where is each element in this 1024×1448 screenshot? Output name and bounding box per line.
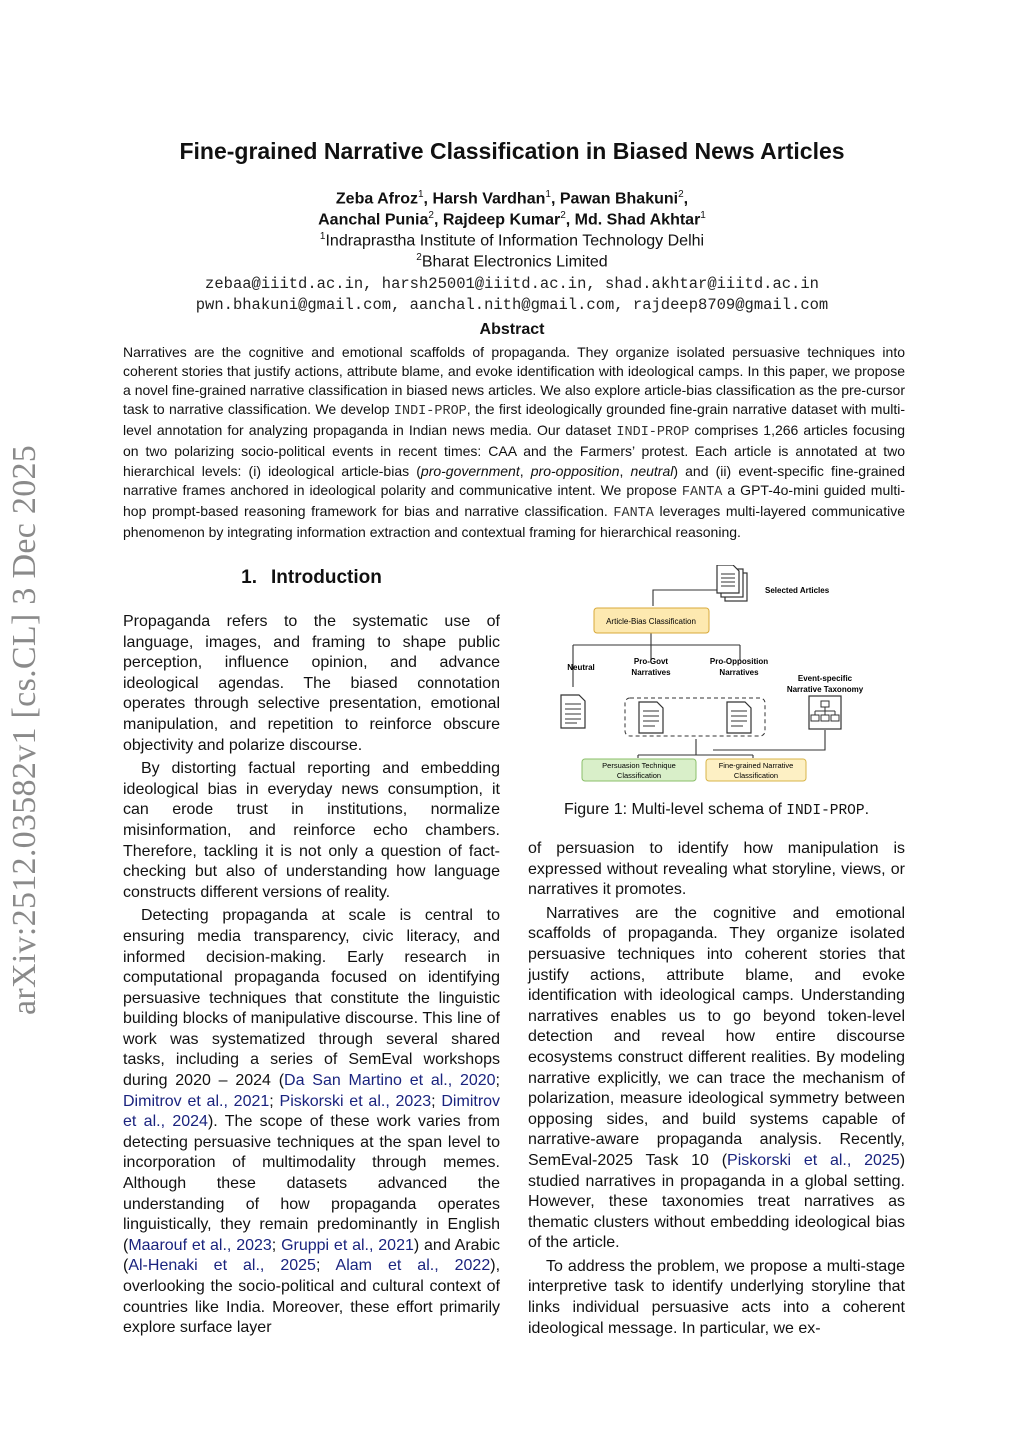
abstract-text: , the first ideologically grounded fine-grain narrative dataset with multi-level annotation for analyzing propaganda in Indian news media. Our dataset (123, 401, 906, 439)
citation-link[interactable]: Piskorski et al., 2023 (279, 1092, 432, 1110)
citation-link[interactable]: Al-Henaki et al., 2025 (128, 1257, 316, 1275)
paragraph-text: ) studied narratives in propaganda in a global setting. However, these taxonomies treat narratives as thematic clusters without embedding ideological bias of the article. (528, 1151, 906, 1252)
abstract-text: Narratives are the cognitive and emotional scaffolds of propaganda. They organize isolated persuasive techniques into coherent stories that justify actions, attribute blame, and evoke identification with ideological camps. In this paper, we propose a novel fine-grained narrative classification in biased news articles. We also explore article-bias classification as the pre-cursor task to narrative classification. We develop (123, 344, 905, 418)
author-name: Pawan Bhakuni (559, 190, 679, 208)
affiliation-2 (0, 252, 1024, 271)
citation-link[interactable]: Gruppi et al., 2021 (281, 1236, 414, 1254)
citation-link[interactable]: Alam et al., 2022 (335, 1257, 491, 1275)
authors-line-2: Aanchal Punia$^2$, Rajdeep Kumar$^2$, Md. Shad Akhtar$^1$ (318, 210, 706, 229)
pro-govt-label: Narratives (631, 668, 671, 677)
email-line-1: zebaa@iiitd.ac.in, harsh25001@iiitd.ac.in, shad.akhtar@iiitd.ac.in (205, 275, 819, 293)
document-icon-pro-opposition (727, 702, 751, 733)
affiliation-mark: 2 (416, 252, 422, 263)
taxonomy-label: Narrative Taxonomy (786, 685, 864, 694)
pro-opposition-label: Pro-Opposition (709, 657, 769, 666)
citation-link[interactable]: Maarouf et al., 2023 (128, 1236, 272, 1254)
section-number: 1. (241, 567, 258, 588)
document-icon-neutral (561, 695, 585, 728)
pro-opposition-label: Narratives (719, 668, 759, 677)
abstract-heading: Abstract (479, 321, 545, 338)
author-name: Rajdeep Kumar (442, 211, 561, 229)
affiliation-text: Indraprastha Institute of Information Technology Delhi (325, 232, 705, 250)
separator: ; (271, 1236, 282, 1254)
affiliation-mark: 1 (319, 231, 326, 242)
paragraph-text: Narratives are the cognitive and emotional scaffolds of propaganda. They organize isolated persuasive techniques into coherent stories that justify actions, attribute blame, and evoke identification with ideological camps. Understanding narratives enables us to go beyond token-level detection and reveal how entire discourse ecosystems construct different realities. By modeling narrative explicitly, we can trace the mechanism of polarization, measure ideological symmetry between opposing sides, and build systems capable of narrative-aware propaganda analysis. Recently, SemEval-2025 Task 10 ( (528, 904, 905, 1169)
affiliation-text: Bharat Electronics Limited (421, 253, 608, 271)
pro-govt-label: Pro-Govt (633, 657, 669, 666)
paragraph: of persuasion to identify how manipulation is expressed without revealing what storyline, views, or narratives it promotes. (528, 840, 905, 899)
label-term: pro-government (420, 462, 520, 479)
abstract-text: , (619, 462, 631, 479)
citation-link[interactable]: Dimitrov et al., 2021 (123, 1092, 270, 1110)
persuasion-technique-label: Persuasion Technique (602, 761, 676, 770)
neutral-label: Neutral (567, 663, 595, 672)
caption-text: Figure 1: Multi-level schema of (563, 801, 787, 818)
paragraph: Propaganda refers to the systematic use of language, images, and framing to shape public perception, influence opinion, and advance ideological agendas. The biased connotation operates through selective presentation, emotional manipulation, and repetition to reinforce obscure objectivity and polarize discourse. (123, 613, 500, 754)
paragraph: To address the problem, we propose a multi-stage interpretive task to identify underlying storyline that links individual persuasive acts into a coherent ideological message. In particular, we ex- (528, 1257, 905, 1337)
author-affiliation-mark: 1 (700, 210, 706, 221)
paragraph: By distorting factual reporting and embedding ideological bias in everyday news consumption, it can erode trust in institutions, normalize misinformation, and reinforce echo chambers. Therefore, tackling it is not only a question of fact-checking but also of understanding how language constructs different versions of reality. (123, 760, 500, 901)
paragraph (123, 906, 500, 1338)
abstract-text: , (519, 462, 531, 479)
framework-name: FANTA (681, 484, 723, 500)
abstract-body (123, 343, 905, 542)
dataset-name: INDI-PROP (786, 803, 865, 819)
email-line-2: pwn.bhakuni@gmail.com, aanchal.nith@gmail.com, rajdeep8709@gmail.com (195, 296, 829, 314)
paragraph-text: ) and Arabic ( (123, 1236, 501, 1275)
figure-caption (528, 801, 905, 819)
arxiv-identifier: arXiv:2512.03582v1 [cs.CL] 3 Dec 2025 (6, 444, 43, 1015)
separator: ; (315, 1257, 336, 1275)
bias-classification-label: Article-Bias Classification (606, 617, 696, 626)
dataset-name: INDI-PROP (393, 404, 467, 420)
connector-arrow (653, 590, 721, 606)
abstract-text: ) and (ii) event-specific fine-grained narrative frames anchored in ideological polarity and communicative intent. We propose (123, 462, 905, 498)
citation-link[interactable]: Piskorski et al., 2025 (727, 1151, 900, 1169)
paragraph-text: ). The scope of these work varies from detecting persuasive techniques at the span level to incorporation of multimodality through memes. Although these datasets advanced the understanding of how propaganda operates linguistically, they remain predominantly in English ( (123, 1113, 500, 1254)
author-affiliation-mark: 1 (417, 189, 424, 200)
connector-lines (638, 739, 753, 758)
abstract-text: leverages multi-layered communicative phenomenon by integrating information extraction and contextual framing for hierarchical reasoning. (123, 502, 905, 540)
separator: ; (269, 1092, 280, 1110)
fine-grained-narrative-label: Classification (733, 771, 779, 780)
taxonomy-label: Event-specific (797, 674, 853, 683)
author-name: Aanchal Punia (318, 211, 429, 229)
abstract-text: a GPT-4o-mini guided multi-hop prompt-based reasoning framework for bias and narrative classification. (123, 481, 905, 519)
author-affiliation-mark: 2 (428, 210, 434, 221)
citation-link[interactable]: Dimitrov et al., 2024 (123, 1092, 501, 1131)
label-term: pro-opposition (530, 462, 620, 479)
documents-icon (717, 565, 747, 601)
left-column (123, 612, 500, 1342)
author-name: Zeba Afroz (335, 190, 418, 208)
author-affiliation-mark: 2 (678, 189, 684, 200)
separator: ; (495, 1072, 500, 1090)
authors-line-1: Zeba Afroz$^1$, Harsh Vardhan$^1$, Pawan Bhakuni$^2$, (335, 189, 689, 208)
section-heading-introduction (123, 567, 500, 589)
citation-link[interactable]: Da San Martino et al., 2020 (284, 1072, 496, 1090)
paper-title: Fine-grained Narrative Classification in Biased News Articles (179, 138, 845, 164)
figure-schema (553, 565, 883, 787)
caption-text: . (864, 801, 870, 818)
selected-articles-label: Selected Articles (765, 586, 830, 595)
separator: ; (431, 1092, 442, 1110)
label-term: neutral (630, 462, 674, 479)
paragraph (528, 904, 905, 1254)
affiliation-1 (0, 231, 1024, 250)
right-column (528, 839, 905, 1342)
document-icon-pro-govt (639, 702, 663, 733)
paragraph-text: ), overlooking the socio-political and cultural context of countries like India. Moreover, these effort primarily explore surface layer (123, 1257, 501, 1337)
author-affiliation-mark: 2 (560, 210, 566, 221)
author-name: Md. Shad Akhtar (574, 211, 701, 229)
paragraph-text: Detecting propaganda at scale is central to ensuring media transparency, civic literacy, and informed decision-making. Early research in computational propaganda focused on identifying persuasive techniques that constitute the linguistic building blocks of manipulative discourse. This line of work was systematized through several shared tasks, including a series of SemEval workshops during 2020 – 2024 ( (123, 907, 500, 1090)
dataset-name: INDI-PROP (616, 425, 690, 441)
persuasion-technique-label: Classification (616, 771, 662, 780)
section-title: Introduction (271, 567, 382, 588)
author-name: Harsh Vardhan (432, 190, 546, 208)
abstract-text: comprises 1,266 articles focusing on two polarizing socio-political events in recent times: CAA and the Farmers’ protest. Each article is annotated at two hierarchical levels: (i) ideological article-bias ( (123, 422, 905, 479)
hierarchy-icon (809, 696, 841, 729)
fine-grained-narrative-label: Fine-grained Narrative (718, 761, 794, 770)
framework-name: FANTA (613, 505, 654, 521)
author-affiliation-mark: 1 (545, 189, 551, 200)
